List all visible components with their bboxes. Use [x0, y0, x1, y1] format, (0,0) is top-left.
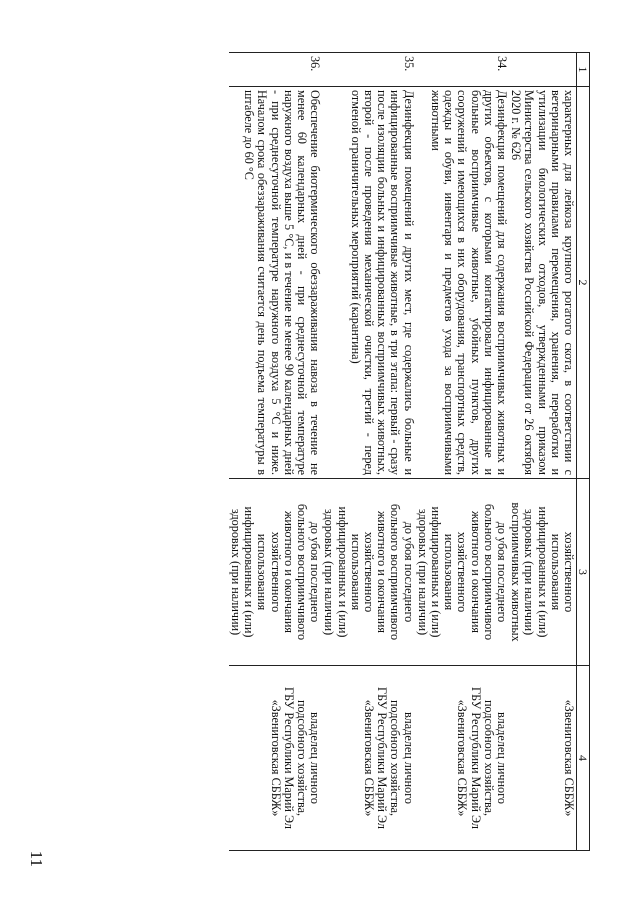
- header-col-3: 3: [577, 479, 590, 666]
- row-responsible: владелец личного подсобного хозяйства, ГБУ Республики Марий Эл «Звениговская СББЖ»: [229, 666, 322, 851]
- row-description: Обеспечение биотермического обеззараживания навоза в течение не менее 60 календарных дней - при среднесуточной температуре наружного воздуха выше 5 °С, и в течение не менее 90 календарных дней - при среднесуточной температуре наружного воздуха 5 °С и ниже. Началом срока обеззараживания считается день подъема температуры в штабеле до 60 °С: [229, 87, 322, 479]
- page-number: 11: [27, 850, 46, 867]
- row-timing: до убоя последнего больного восприимчивого животного и окончания хозяйственного использования инфицированных и (или) здоровых (при наличии): [322, 479, 415, 666]
- table-header-row: [577, 53, 590, 851]
- row-description: Дезинфекция помещений для содержания восприимчивых животных и других объектов, с которыми контактировали инфицированные и больные восприимчивые животные, убойных пунктов, других сооружений и имеющихся в них оборудования, транспортных средств, одежды и обуви, инвентаря и предметов ухода за восприимчивыми животными: [416, 87, 509, 479]
- row-number: [509, 53, 577, 87]
- row-timing: хозяйственного использования инфицированных и (или) здоровых (при наличии) восприимчивых животных: [509, 479, 577, 666]
- row-number: 35.: [322, 53, 415, 87]
- row-description: характерных для лейкоза крупного рогатого скота, в соответствии с ветеринарными правилами перемещения, хранения, переработки и утилизации биологических отходов, утвержденными приказом Министерства сельского хозяйства Российской Федерации от 26 октября 2020 г. № 626: [509, 87, 577, 479]
- header-col-2: 2: [577, 87, 590, 479]
- header-col-4: 4: [577, 666, 590, 851]
- row-number: 36.: [229, 53, 322, 87]
- row-responsible: «Звениговская СББЖ»: [509, 666, 577, 851]
- row-number: 34.: [416, 53, 509, 87]
- row-timing: до убоя последнего больного восприимчивого животного и окончания хозяйственного использования инфицированных и (или) здоровых (при наличии): [416, 479, 509, 666]
- row-timing: до убоя последнего больного восприимчивого животного и окончания хозяйственного использования инфицированных и (или) здоровых (при наличии): [229, 479, 322, 666]
- measures-table: [229, 52, 590, 851]
- table-row: [509, 53, 577, 851]
- table-row: [322, 53, 415, 851]
- table-row: [416, 53, 509, 851]
- header-col-1: 1: [577, 53, 590, 87]
- row-responsible: владелец личного подсобного хозяйства, ГБУ Республики Марий Эл «Звениговская СББЖ»: [416, 666, 509, 851]
- row-responsible: владелец личного подсобного хозяйства, ГБУ Республики Марий Эл «Звениговская СББЖ»: [322, 666, 415, 851]
- table-row: [229, 53, 322, 851]
- row-description: Дезинфекция помещений и других мест, где содержались больные и инфицированные восприимчивые животные, в три этапа: первый - сразу после изоляции больных и инфицированных восприимчивых животных, второй - после проведения механической очистки, третий - перед отменой ограничительных мероприятий (карантина): [322, 87, 415, 479]
